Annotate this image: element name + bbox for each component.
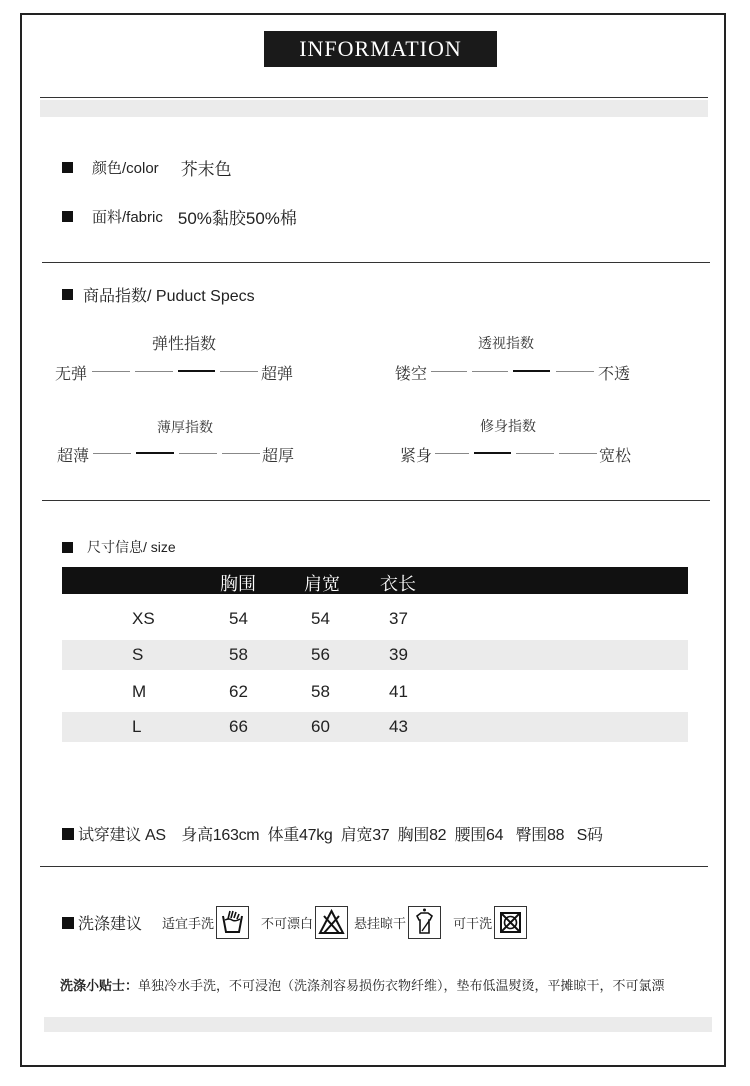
no-tumble-dry-icon	[494, 906, 527, 939]
grey-band	[44, 1017, 712, 1032]
transparency-segment	[472, 371, 508, 372]
bullet-square-icon	[62, 162, 73, 173]
elasticity-left-label: 无弹	[55, 366, 88, 383]
table-row	[62, 677, 688, 707]
transparency-segment	[556, 371, 594, 372]
specs-heading: 商品指数/ Puduct Specs	[83, 288, 255, 305]
grey-band	[40, 100, 708, 117]
hang-dry-icon	[408, 906, 441, 939]
fit-segment	[435, 453, 469, 454]
fit-left-label: 紧身	[400, 448, 433, 465]
color-label: 颜色/color	[92, 160, 159, 177]
bullet-square-icon	[62, 828, 74, 840]
bust-cell: 66	[229, 717, 248, 736]
fabric-value: 50%黏胶50%棉	[177, 209, 297, 228]
thickness-right-label: 超厚	[262, 448, 295, 465]
transparency-right-label: 不透	[598, 366, 631, 383]
elasticity-right-label: 超弹	[261, 366, 294, 383]
bullet-square-icon	[62, 542, 73, 553]
fit-right-label: 宽松	[599, 448, 632, 465]
length-cell: 39	[389, 645, 408, 664]
thickness-left-label: 超薄	[57, 448, 90, 465]
divider	[42, 262, 710, 263]
transparency-segment	[431, 371, 467, 372]
fit-segment	[516, 453, 554, 454]
page-title: INFORMATION	[264, 31, 497, 67]
divider	[40, 97, 708, 98]
wash-heading: 洗涤建议	[78, 916, 143, 933]
elasticity-segment	[135, 371, 173, 372]
bust-cell: 62	[229, 682, 248, 701]
size-cell: M	[132, 682, 147, 701]
bust-cell: 58	[229, 645, 248, 664]
wash-label-hand: 适宜手洗	[162, 916, 215, 931]
elasticity-segment-active	[178, 370, 215, 372]
shoulder-cell: 56	[311, 645, 330, 664]
fabric-label: 面料/fabric	[92, 209, 163, 226]
thickness-segment-active	[136, 452, 174, 454]
bullet-square-icon	[62, 211, 73, 222]
bullet-square-icon	[62, 917, 74, 929]
elasticity-segment	[220, 371, 258, 372]
color-value: 芥末色	[180, 160, 232, 179]
thickness-segment	[222, 453, 260, 454]
length-cell: 43	[389, 717, 408, 736]
size-cell: L	[132, 717, 142, 736]
size-cell: XS	[132, 609, 155, 628]
elasticity-segment	[92, 371, 130, 372]
thickness-title: 薄厚指数	[157, 419, 213, 435]
table-row	[62, 712, 688, 742]
length-cell: 37	[389, 609, 408, 628]
transparency-left-label: 镂空	[395, 366, 428, 383]
thickness-segment	[179, 453, 217, 454]
divider	[42, 500, 710, 501]
hand-wash-icon	[216, 906, 249, 939]
tryon-row	[62, 822, 603, 845]
length-cell: 41	[389, 682, 408, 701]
divider	[40, 866, 708, 867]
shoulder-cell: 60	[311, 717, 330, 736]
fit-segment-active	[474, 452, 511, 454]
transparency-title: 透视指数	[478, 335, 534, 351]
elasticity-title: 弹性指数	[152, 336, 217, 353]
size-cell: S	[132, 645, 144, 664]
column-header-bust: 胸围	[220, 574, 256, 594]
wash-label-dry: 可干洗	[453, 916, 493, 931]
fabric-row	[62, 204, 297, 229]
fit-segment	[559, 453, 597, 454]
thickness-segment	[93, 453, 131, 454]
size-table-header	[62, 567, 688, 594]
column-header-length: 衣长	[380, 574, 416, 594]
wash-tips-label: 洗涤小贴士：	[60, 978, 139, 993]
column-header-shoulder: 肩宽	[304, 574, 340, 594]
wash-label-hang: 悬挂晾干	[354, 916, 407, 931]
fit-title: 修身指数	[480, 418, 536, 434]
specs-heading-row	[62, 283, 255, 306]
wash-tips	[60, 975, 665, 994]
color-row	[62, 155, 232, 180]
no-bleach-icon	[315, 906, 348, 939]
bullet-square-icon	[62, 289, 73, 300]
size-heading: 尺寸信息/ size	[87, 539, 176, 555]
wash-label-bleach: 不可漂白	[261, 916, 314, 931]
wash-row	[62, 906, 527, 939]
table-row	[62, 640, 688, 670]
shoulder-cell: 58	[311, 682, 330, 701]
size-heading-row	[62, 537, 176, 557]
tryon-text: 试穿建议 AS 身高163cm 体重47kg 肩宽37 胸围82 腰围64 臀围88 S码	[78, 827, 603, 844]
wash-tips-text: 单独冷水手洗，不可浸泡（洗涤剂容易损伤衣物纤维），垫布低温熨烫，平摊晾干，不可氯漂	[138, 978, 665, 993]
shoulder-cell: 54	[311, 609, 330, 628]
transparency-segment-active	[513, 370, 550, 372]
bust-cell: 54	[229, 609, 248, 628]
table-row	[62, 604, 688, 634]
